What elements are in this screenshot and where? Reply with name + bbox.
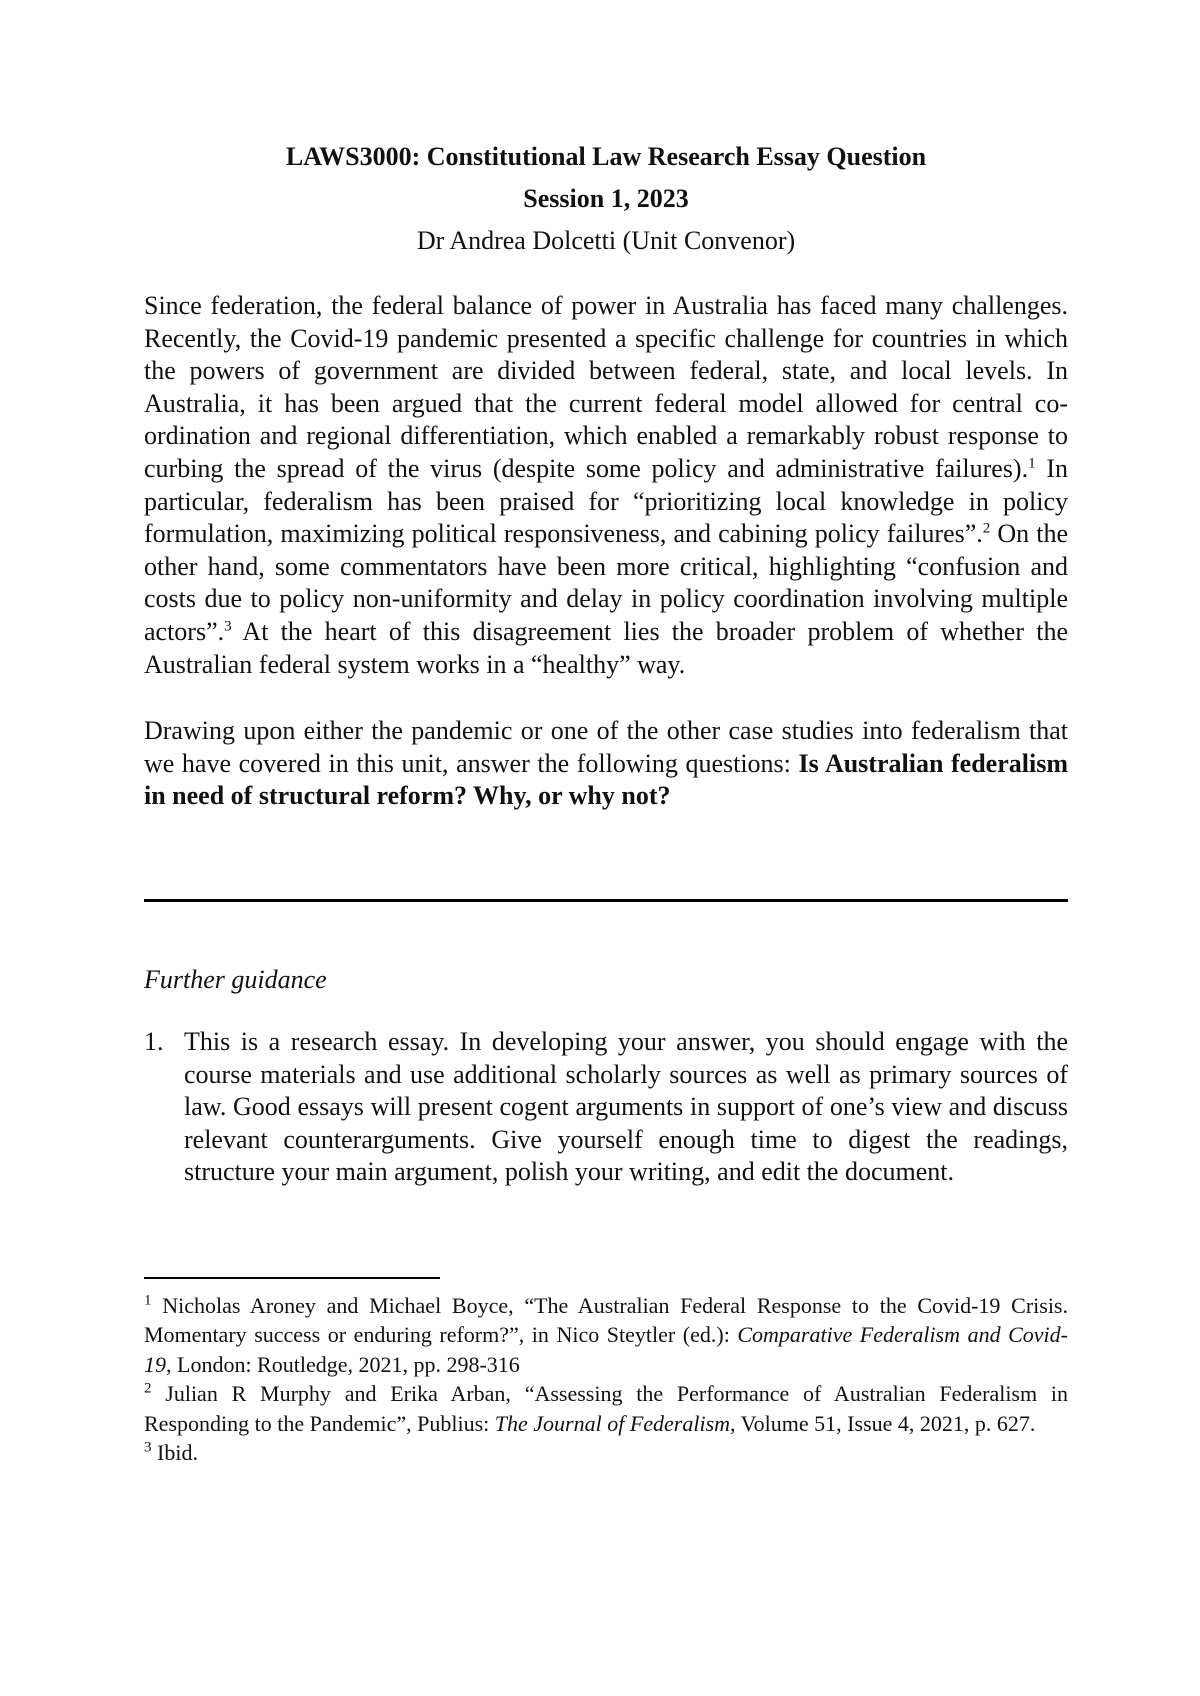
- guidance-item: [144, 1026, 1068, 1189]
- intro-text-1: Since federation, the federal balance of power in Australia has faced many challenges. Recently, the Covid-19 pandemic presented a specific challenge for countries in which the powers of government are divided between federal, state, and local levels. In Australia, it has been argued that the current federal model allowed for central co-ordination and regional differentiation, which enabled a remarkably robust response to curbing the spread of the virus (despite some policy and administrative failures).: [144, 291, 1068, 483]
- author-line: Dr Andrea Dolcetti (Unit Convenor): [416, 226, 796, 255]
- footnote-separator: [144, 1277, 440, 1279]
- footnote-text: Julian R Murphy and Erika Arban, “Assessing the Performance of Australian Federalism in Responding to the Pandemic”, Publius:: [144, 1381, 1068, 1436]
- guidance-item-number: 1.: [144, 1026, 164, 1056]
- footnote-ref-2: 2: [982, 520, 991, 537]
- intro-paragraph: [144, 290, 1068, 681]
- intro-text-3: On the other hand, some commentators have been more critical, highlighting “confusion and costs due to policy non-uniformity and delay in policy coordination involving multiple actors”.: [144, 519, 1068, 646]
- footnote-italic-title: Comparative Federalism and Covid-19: [144, 1322, 1068, 1377]
- guidance-item-text: This is a research essay. In developing your answer, you should engage with the course materials and use additional scholarly sources as well as primary sources of law. Good essays will present cogent arguments in support of one’s view and discuss relevant counterarguments. Give yourself enough time to digest the readings, structure your main argument, polish your writing, and edit the document.: [184, 1026, 1068, 1187]
- session-label: Session 1, 2023: [523, 184, 689, 213]
- question-paragraph: [144, 715, 1068, 813]
- intro-text-4: At the heart of this disagreement lies the broader problem of whether the Australian federal system works in a “healthy” way.: [144, 616, 1068, 679]
- footnote-number: 2: [144, 1381, 152, 1398]
- footnotes: [144, 1291, 1068, 1468]
- guidance-list: [144, 1026, 1068, 1189]
- footnote-italic-title: The Journal of Federalism: [494, 1410, 731, 1436]
- essay-question: Is Australian federalism in need of structural reform? Why, or why not?: [144, 748, 1068, 811]
- footnote-text-end: , Volume 51, Issue 4, 2021, p. 627.: [730, 1410, 1036, 1436]
- footnote-text: Ibid.: [151, 1440, 198, 1466]
- footnote-3: [144, 1438, 1068, 1468]
- intro-text-2: In particular, federalism has been praised for “prioritizing local knowledge in policy formulation, maximizing political responsiveness, and cabining policy failures”.: [144, 453, 1068, 549]
- question-lead: Drawing upon either the pandemic or one of the other case studies into federalism that we have covered in this unit, answer the following questions:: [144, 716, 1068, 778]
- footnote-number: 1: [144, 1292, 152, 1309]
- footnote-2: [144, 1379, 1068, 1438]
- footnote-ref-1: 1: [1028, 455, 1036, 472]
- document-title: LAWS3000: Constitutional Law Research Essay Question: [285, 142, 927, 171]
- footnote-1: [144, 1291, 1068, 1380]
- footnote-ref-3: 3: [224, 618, 232, 635]
- document-page: [144, 140, 1068, 1468]
- footnote-text-end: , London: Routledge, 2021, pp. 298-316: [166, 1351, 520, 1377]
- section-divider: [144, 899, 1068, 902]
- footnote-number: 3: [144, 1440, 152, 1457]
- guidance-heading: Further guidance: [144, 964, 327, 994]
- footnote-text: Nicholas Aroney and Michael Boyce, “The Australian Federal Response to the Covid-19 Crisis. Momentary success or enduring reform?”, in Nico Steytler (ed.):: [144, 1292, 1068, 1348]
